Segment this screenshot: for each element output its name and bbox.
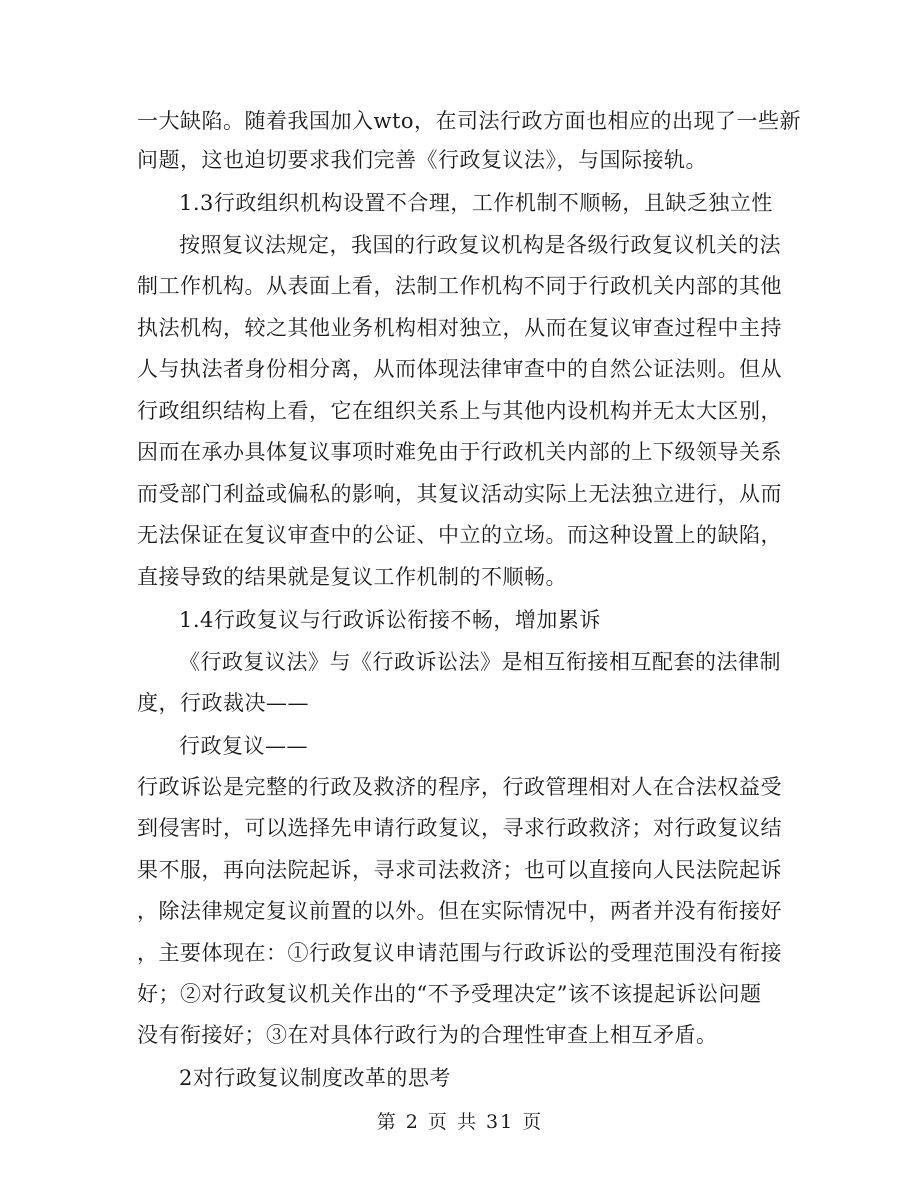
body-text-line: 果不服，再向法院起诉，寻求司法救济；也可以直接向人民法院起诉: [137, 858, 782, 882]
body-text-line: 行政诉讼是完整的行政及救济的程序，行政管理相对人在合法权益受: [137, 775, 782, 799]
body-text-line: 制工作机构。从表面上看，法制工作机构不同于行政机关内部的其他: [137, 274, 782, 298]
body-text-line: 好；②对行政复议机关作出的“不予受理决定”该不该提起诉讼问题: [137, 982, 762, 1006]
body-text-line: 一大缺陷。随着我国加入wto，在司法行政方面也相应的出现了一些新: [137, 109, 802, 133]
body-text-line: ，除法律规定复议前置的以外。但在实际情况中，两者并没有衔接好: [137, 899, 782, 923]
body-text-line: 直接导致的结果就是复议工作机制的不顺畅。: [137, 565, 567, 589]
section-heading-2: 2对行政复议制度改革的思考: [179, 1066, 451, 1090]
body-text-line: 按照复议法规定，我国的行政复议机构是各级行政复议机关的法: [179, 233, 781, 257]
body-text-line: 无法保证在复议审查中的公证、中立的立场。而这种设置上的缺陷，: [137, 523, 782, 547]
body-text-line: 因而在承办具体复议事项时难免由于行政机关内部的上下级领导关系: [137, 440, 782, 464]
body-text-line: 度，行政裁决——: [137, 691, 309, 715]
body-text-line: 而受部门利益或偏私的影响，其复议活动实际上无法独立进行，从而: [137, 482, 782, 506]
body-text-line: 人与执法者身份相分离，从而体现法律审查中的自然公证法则。但从: [137, 357, 782, 381]
body-text-line: ，主要体现在：①行政复议申请范围与行政诉讼的受理范围没有衔接: [137, 941, 782, 965]
page-number-footer: 第 2 页 共 31 页: [376, 1111, 544, 1133]
body-text-line: 行政组织结构上看，它在组织关系上与其他内设机构并无太大区别，: [137, 399, 782, 423]
body-text-line: 没有衔接好；③在对具体行政行为的合理性审查上相互矛盾。: [137, 1023, 718, 1047]
body-text-line: 执法机构，较之其他业务机构相对独立，从而在复议审查过程中主持: [137, 316, 782, 340]
section-heading-1-3: 1.3行政组织机构设置不合理，工作机制不顺畅，且缺乏独立性: [179, 191, 773, 215]
body-text-line: 问题，这也迫切要求我们完善《行政复议法》，与国际接轨。: [137, 148, 707, 172]
body-text-line: 《行政复议法》与《行政诉讼法》是相互衔接相互配套的法律制: [179, 650, 781, 674]
body-text-line: 到侵害时，可以选择先申请行政复议，寻求行政救济；对行政复议结: [137, 816, 782, 840]
body-text-line: 行政复议——: [179, 734, 308, 758]
section-heading-1-4: 1.4行政复议与行政诉讼衔接不畅，增加累诉: [179, 608, 601, 632]
